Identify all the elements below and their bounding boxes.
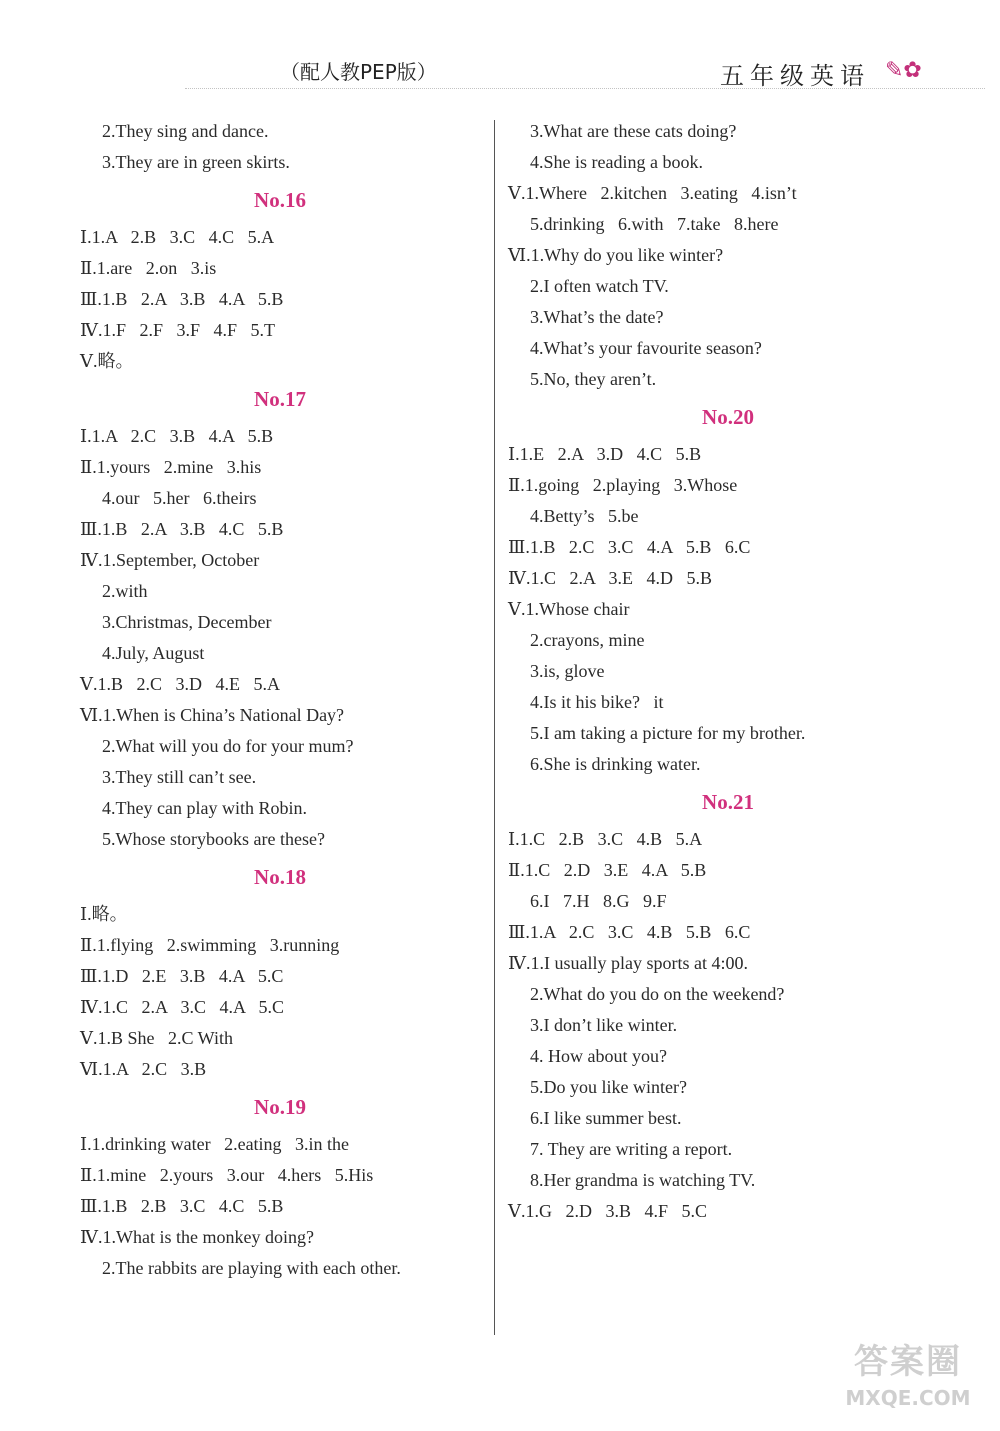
- answer-line: Ⅴ.1.B She 2.C With: [80, 1028, 233, 1048]
- answer-line: Ⅴ.1.B 2.C 3.D 4.E 5.A: [80, 674, 281, 694]
- answer-line: Ⅲ.1.D 2.E 3.B 4.A 5.C: [80, 966, 284, 986]
- section-title: No.17: [254, 387, 306, 411]
- answer-line: 5.I am taking a picture for my brother.: [530, 723, 806, 743]
- answer-line: 4. How about you?: [530, 1046, 667, 1066]
- answer-line: 4.our 5.her 6.theirs: [102, 488, 257, 508]
- answer-line: 3.They are in green skirts.: [102, 152, 290, 172]
- edition-label: （配人教PEP版）: [280, 60, 437, 84]
- answer-line: Ⅰ.略。: [80, 904, 128, 924]
- answer-line: Ⅱ.1.are 2.on 3.is: [80, 258, 217, 278]
- answer-line: 3.is, glove: [530, 661, 605, 681]
- answer-line: 6.I 7.H 8.G 9.F: [530, 891, 667, 911]
- section-title: No.21: [702, 790, 754, 814]
- answer-line: Ⅱ.1.mine 2.yours 3.our 4.hers 5.His: [80, 1165, 374, 1185]
- answer-line: Ⅴ.1.Whose chair: [508, 599, 630, 619]
- answer-line: 7. They are writing a report.: [530, 1139, 733, 1159]
- decorative-logo-icon: ✎✿: [885, 58, 922, 83]
- answer-line: Ⅳ.1.I usually play sports at 4:00.: [508, 953, 748, 973]
- answer-line: Ⅳ.1.September, October: [80, 550, 260, 570]
- page-header: [0, 0, 1000, 110]
- section-title: No.19: [254, 1095, 306, 1119]
- answer-column-left: [80, 116, 480, 1284]
- answer-line: 4.She is reading a book.: [530, 152, 703, 172]
- answer-line: 2.The rabbits are playing with each other.: [102, 1258, 401, 1278]
- column-divider: [494, 120, 495, 1335]
- answer-line: 2.What do you do on the weekend?: [530, 984, 785, 1004]
- answer-line: 4.They can play with Robin.: [102, 798, 307, 818]
- answer-line: 4.July, August: [102, 643, 205, 663]
- answer-line: Ⅰ.1.E 2.A 3.D 4.C 5.B: [508, 444, 702, 464]
- answer-line: 8.Her grandma is watching TV.: [530, 1170, 756, 1190]
- answer-line: Ⅲ.1.B 2.B 3.C 4.C 5.B: [80, 1196, 284, 1216]
- answer-line: Ⅵ.1.A 2.C 3.B: [80, 1059, 207, 1079]
- answer-line: 6.She is drinking water.: [530, 754, 701, 774]
- answer-line: Ⅰ.1.A 2.B 3.C 4.C 5.A: [80, 227, 275, 247]
- answer-line: Ⅳ.1.What is the monkey doing?: [80, 1227, 314, 1247]
- answer-line: Ⅴ.1.G 2.D 3.B 4.F 5.C: [508, 1201, 708, 1221]
- section-title: No.18: [254, 865, 306, 889]
- watermark-main: 答案圈: [854, 1342, 962, 1382]
- answer-line: 6.I like summer best.: [530, 1108, 682, 1128]
- answer-line: Ⅳ.1.C 2.A 3.C 4.A 5.C: [80, 997, 285, 1017]
- watermark-logo: [828, 1340, 988, 1420]
- answer-line: 2.with: [102, 581, 148, 601]
- answer-line: Ⅱ.1.going 2.playing 3.Whose: [508, 475, 738, 495]
- answer-line: Ⅰ.1.A 2.C 3.B 4.A 5.B: [80, 426, 274, 446]
- answer-line: 4.Betty’s 5.be: [530, 506, 639, 526]
- answer-line: 3.What’s the date?: [530, 307, 664, 327]
- answer-column-right: [508, 116, 948, 1227]
- answer-line: Ⅱ.1.C 2.D 3.E 4.A 5.B: [508, 860, 707, 880]
- answer-line: Ⅳ.1.C 2.A 3.E 4.D 5.B: [508, 568, 712, 588]
- answer-line: Ⅰ.1.C 2.B 3.C 4.B 5.A: [508, 829, 703, 849]
- answer-line: Ⅲ.1.B 2.A 3.B 4.C 5.B: [80, 519, 284, 539]
- header-divider: [185, 88, 985, 89]
- section-title: No.20: [702, 405, 754, 429]
- answer-line: 3.Christmas, December: [102, 612, 272, 632]
- answer-line: 2.What will you do for your mum?: [102, 736, 354, 756]
- answer-line: 3.What are these cats doing?: [530, 121, 737, 141]
- answer-line: Ⅵ.1.Why do you like winter?: [508, 245, 724, 265]
- book-title: 五年级英语: [720, 62, 870, 90]
- answer-line: Ⅲ.1.B 2.A 3.B 4.A 5.B: [80, 289, 284, 309]
- answer-line: 2.crayons, mine: [530, 630, 645, 650]
- answer-line: Ⅱ.1.yours 2.mine 3.his: [80, 457, 262, 477]
- answer-line: 5.Do you like winter?: [530, 1077, 687, 1097]
- answer-line: 4.What’s your favourite season?: [530, 338, 762, 358]
- answer-line: Ⅱ.1.flying 2.swimming 3.running: [80, 935, 340, 955]
- section-title: No.16: [254, 188, 306, 212]
- answer-line: 5.No, they aren’t.: [530, 369, 657, 389]
- answer-line: 3.I don’t like winter.: [530, 1015, 678, 1035]
- answer-line: Ⅲ.1.B 2.C 3.C 4.A 5.B 6.C: [508, 537, 751, 557]
- answer-line: 3.They still can’t see.: [102, 767, 257, 787]
- answer-line: Ⅰ.1.drinking water 2.eating 3.in the: [80, 1134, 350, 1154]
- answer-line: Ⅳ.1.F 2.F 3.F 4.F 5.T: [80, 320, 276, 340]
- answer-line: Ⅴ.1.Where 2.kitchen 3.eating 4.isn’t: [508, 183, 797, 203]
- answer-line: Ⅵ.1.When is China’s National Day?: [80, 705, 345, 725]
- answer-line: 5.Whose storybooks are these?: [102, 829, 325, 849]
- answer-line: 4.Is it his bike? it: [530, 692, 664, 712]
- answer-line: Ⅴ.略。: [80, 351, 134, 371]
- watermark-url: MXQE.COM: [845, 1386, 971, 1410]
- answer-line: Ⅲ.1.A 2.C 3.C 4.B 5.B 6.C: [508, 922, 751, 942]
- answer-line: 2.They sing and dance.: [102, 121, 269, 141]
- answer-line: 2.I often watch TV.: [530, 276, 669, 296]
- answer-line: 5.drinking 6.with 7.take 8.here: [530, 214, 779, 234]
